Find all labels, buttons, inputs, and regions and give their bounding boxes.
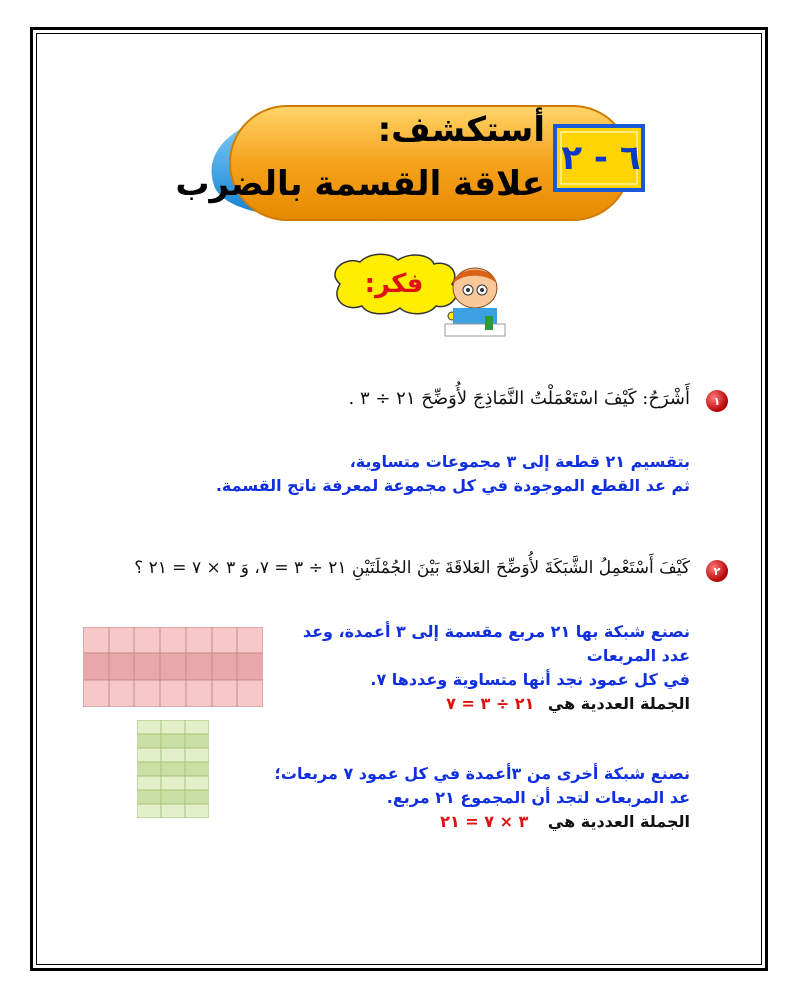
- lesson-title-label: أستكشف:: [377, 110, 545, 150]
- number-sentence-row: [303, 692, 690, 716]
- answer-line: نصنع شبكة أخرى من ٣أعمدة في كل عمود ٧ مربعات؛: [274, 764, 690, 783]
- grid-3x7-green: [137, 720, 209, 818]
- answer-line: عدد المربعات: [586, 646, 690, 665]
- question-2-part2: [275, 762, 690, 834]
- question-1-answer: [216, 450, 690, 498]
- answer-line: عد المربعات لتجد أن المجموع ٢١ مربع.: [386, 788, 690, 807]
- lesson-title: علاقة القسمة بالضرب: [175, 164, 545, 204]
- thinking-child-icon: [435, 260, 510, 340]
- answer-line: بتقسيم ٢١ قطعة إلى ٣ مجموعات متساوية،: [349, 452, 690, 471]
- answer-line: ثم عد القطع الموجودة في كل مجموعة لمعرفة ناتج القسمة.: [215, 476, 690, 495]
- answer-line: في كل عمود نجد أنها متساوية وعددها ٧.: [370, 670, 690, 689]
- answer-line: نصنع شبكة بها ٢١ مربع مقسمة إلى ٣ أعمدة، وعد: [302, 622, 690, 641]
- multiplication-sentence: ٣ × ٧ = ٢١: [440, 812, 529, 831]
- grid-7x3-red: [83, 627, 263, 707]
- question-2-part1: [303, 620, 690, 716]
- think-label: فكر:: [364, 269, 424, 299]
- question-2-bullet-icon: ٢: [706, 560, 728, 582]
- division-sentence: ٢١ ÷ ٣ = ٧: [446, 694, 535, 713]
- lesson-banner: [175, 98, 655, 228]
- question-1-bullet-icon: ١: [706, 390, 728, 412]
- number-sentence-row: [275, 810, 690, 834]
- question-2-text: كَيْفَ أَسْتَعْمِلُ الشَّبَكَةَ لأُوَضِّحَ العَلاقَةَ بَيْنَ الجُمْلَتَيْنِ ٢١ ÷ ٣ = ٧، وَ ٣ × ٧ = ٢١ ؟: [134, 558, 690, 578]
- number-sentence-label: الجملة العددية هي: [547, 694, 690, 713]
- number-sentence-label: الجملة العددية هي: [547, 812, 690, 831]
- lesson-number: ٦ - ٢: [561, 138, 641, 178]
- question-1-text: أَشْرَحُ: كَيْفَ اسْتَعْمَلْتُ النَّمَاذِجَ لأُوَضِّحَ ٢١ ÷ ٣ .: [348, 388, 690, 409]
- think-section: [320, 250, 510, 340]
